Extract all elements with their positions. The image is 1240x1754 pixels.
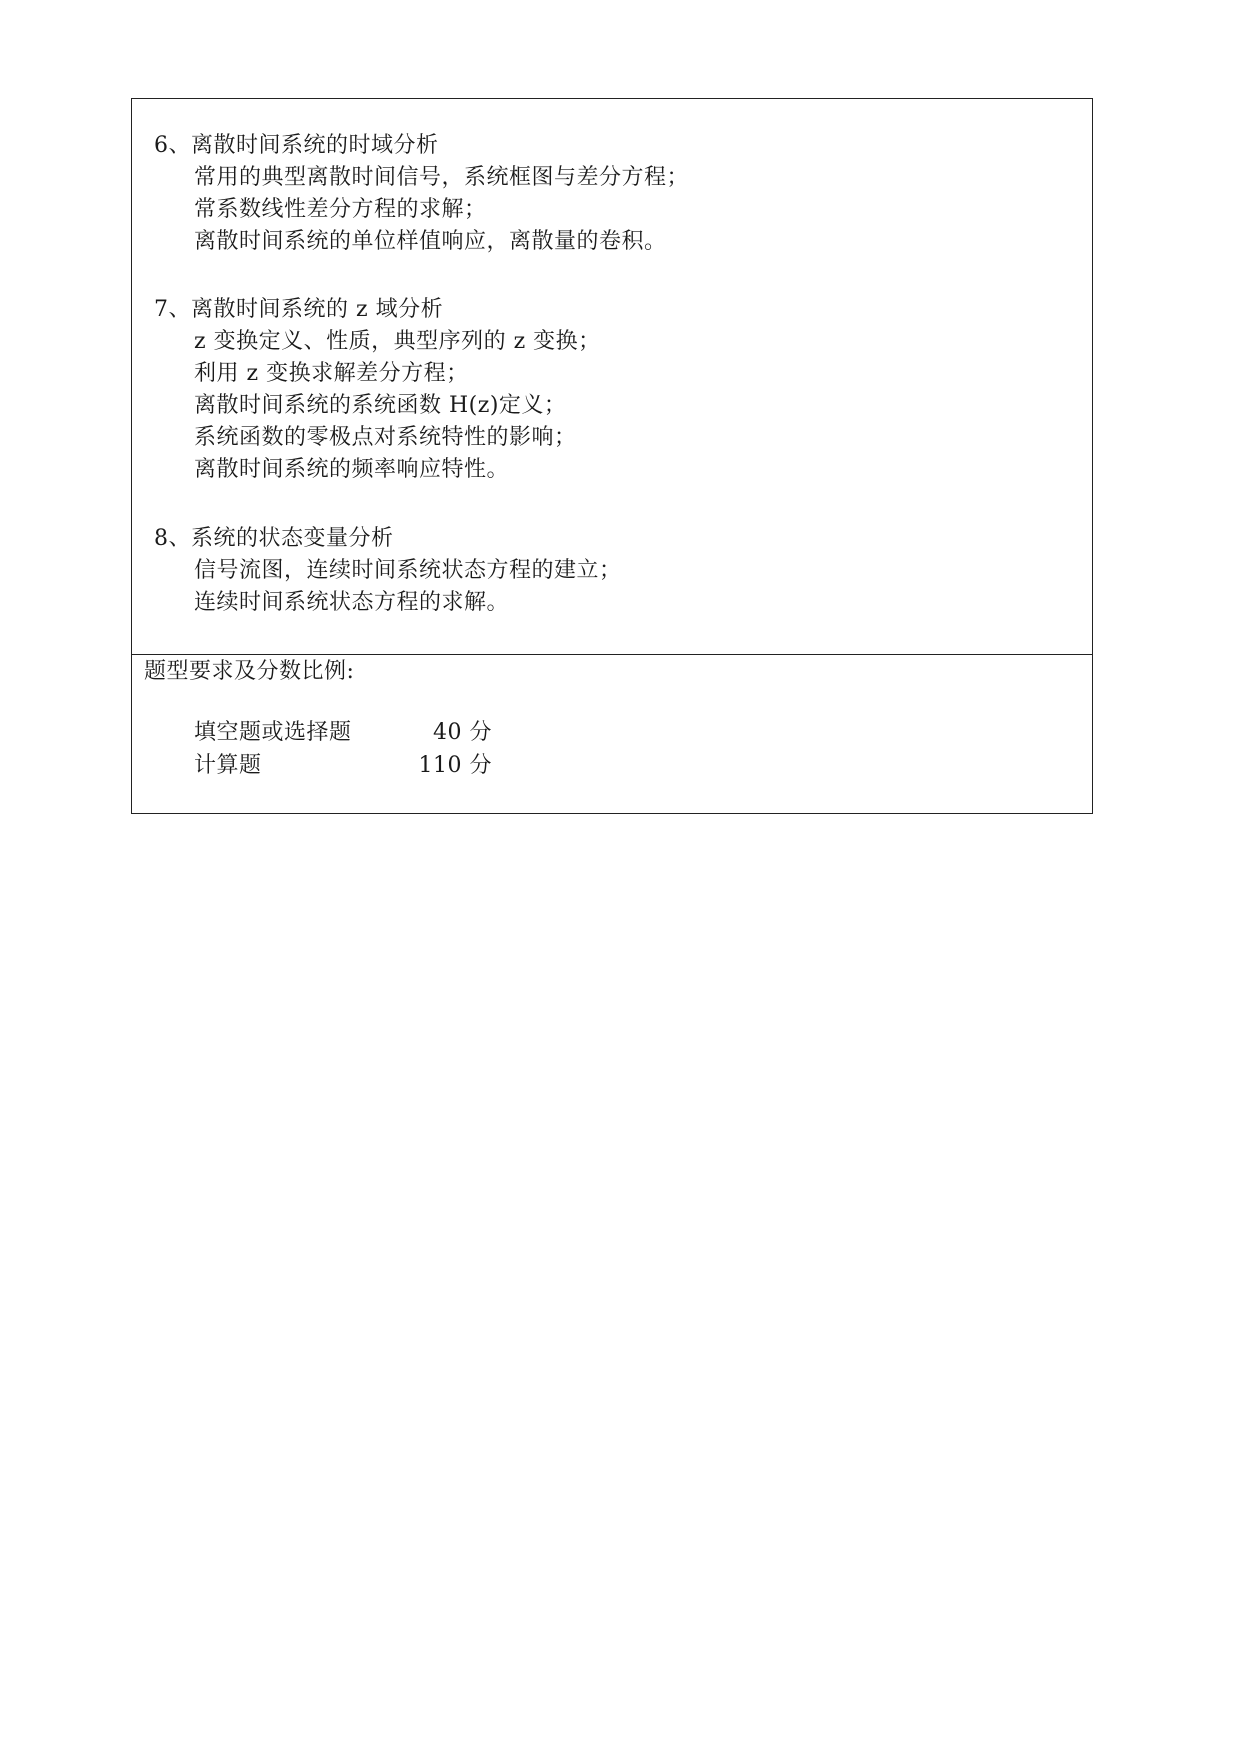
section-6-item-2: 常系数线性差分方程的求解； (194, 197, 487, 222)
section-7-item-3: 离散时间系统的系统函数 H(z)定义； (194, 393, 567, 418)
exam-format-title: 题型要求及分数比例: (144, 659, 355, 684)
score-row-value-2: 110 分 (418, 753, 492, 778)
section-7-item-4: 系统函数的零极点对系统特性的影响； (194, 425, 577, 450)
score-row-label-1: 填空题或选择题 (194, 720, 352, 745)
section-8-item-1: 信号流图，连续时间系统状态方程的建立； (194, 558, 622, 583)
score-row-value-1: 40 分 (433, 720, 492, 745)
syllabus-content-cell (132, 99, 1092, 655)
section-6-heading: 6、离散时间系统的时域分析 (154, 133, 439, 158)
exam-format-cell (132, 655, 1092, 813)
section-8-item-2: 连续时间系统状态方程的求解。 (194, 590, 510, 615)
section-6-item-3: 离散时间系统的单位样值响应，离散量的卷积。 (194, 229, 667, 254)
section-8-heading: 8、系统的状态变量分析 (154, 526, 394, 551)
section-7-item-1: z 变换定义、性质，典型序列的 z 变换； (194, 329, 601, 354)
section-6-item-1: 常用的典型离散时间信号，系统框图与差分方程； (194, 165, 690, 190)
section-7-item-2: 利用 z 变换求解差分方程； (194, 361, 469, 386)
score-row-label-2: 计算题 (194, 753, 262, 778)
section-7-item-5: 离散时间系统的频率响应特性。 (194, 457, 510, 482)
section-7-heading: 7、离散时间系统的 z 域分析 (154, 297, 444, 322)
syllabus-table (131, 98, 1093, 814)
